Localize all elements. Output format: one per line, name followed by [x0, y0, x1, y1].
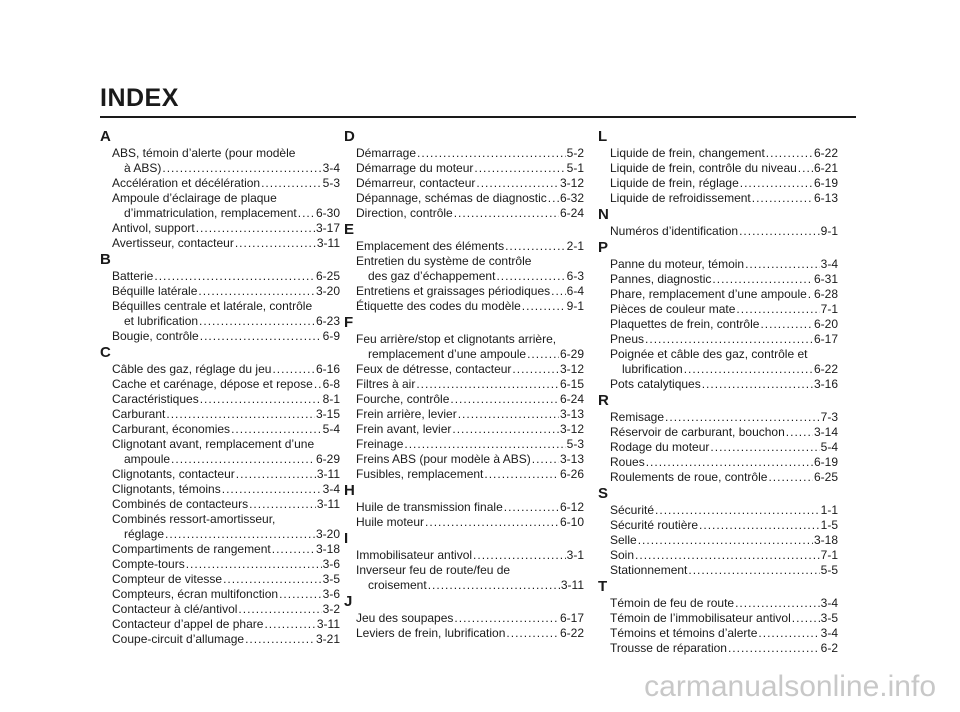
page-ref: 6-32 [559, 191, 584, 205]
index-entry: Carburant, économies ..... 5-4 [112, 422, 340, 437]
index-entry: Filtres à air ..... 6-15 [356, 377, 584, 392]
index-entry: Emplacement des éléments ..... 2-1 [356, 239, 584, 254]
page-ref: 7-3 [820, 410, 838, 424]
index-entry: Caractéristiques ..... 8-1 [112, 392, 340, 407]
index-entry: Feux de détresse, contacteur ..... 3-12 [356, 362, 584, 377]
index-entry: Fusibles, remplacement ..... 6-26 [356, 467, 584, 482]
index-entry: Batterie ..... 6-25 [112, 269, 340, 284]
index-entry: Démarrage ..... 5-2 [356, 146, 584, 161]
page-ref: 3-2 [322, 602, 340, 616]
section-letter-c: C [100, 344, 111, 361]
page-ref: 5-3 [322, 176, 340, 190]
index-entry: Soin ..... 7-1 [610, 548, 838, 563]
index-entry: Liquide de frein, contrôle du niveau ..... 6-21 [610, 161, 838, 176]
index-entry: Feu arrière/stop et clignotants arrière, [356, 332, 557, 346]
page-ref: 3-13 [559, 452, 584, 466]
section-letter-p: P [598, 239, 609, 256]
page-ref: 6-15 [559, 377, 584, 391]
index-entry: Pièces de couleur mate ..... 7-1 [610, 302, 838, 317]
index-entry-continuation: et lubrification ..... 6-23 [112, 314, 340, 329]
index-entry: Jeu des soupapes ..... 6-17 [356, 611, 584, 626]
page-ref: 3-5 [820, 611, 838, 625]
page-ref: 3-6 [322, 587, 340, 601]
page-ref: 3-4 [820, 596, 838, 610]
page-ref: 6-12 [559, 500, 584, 514]
page-ref: 5-2 [566, 146, 584, 160]
index-entry: Témoin de l’immobilisateur antivol ..... 3-5 [610, 611, 838, 626]
index-entry-continuation: à ABS) ..... 3-4 [112, 161, 340, 176]
index-entry: Compte-tours ..... 3-6 [112, 557, 340, 572]
index-entry: Freinage ..... 5-3 [356, 437, 584, 452]
index-entry: Phare, remplacement d’une ampoule ..... 6-28 [610, 287, 838, 302]
index-entry: Coupe-circuit d’allumage ..... 3-21 [112, 632, 340, 647]
page-ref: 6-8 [322, 377, 340, 391]
page-ref: 3-18 [813, 533, 838, 547]
index-entry: Béquille latérale ..... 3-20 [112, 284, 340, 299]
page-ref: 6-23 [315, 314, 340, 328]
index-entry: Pots catalytiques ..... 3-16 [610, 377, 838, 392]
page-ref: 3-4 [322, 482, 340, 496]
index-entry: Immobilisateur antivol ..... 3-1 [356, 548, 584, 563]
index-entry: Direction, contrôle ..... 6-24 [356, 206, 584, 221]
page-ref: 3-5 [322, 572, 340, 586]
page-ref: 3-20 [315, 527, 340, 541]
page-ref: 3-12 [559, 422, 584, 436]
index-column-2 [344, 128, 584, 641]
section-letter-h: H [344, 482, 355, 499]
section-letter-r: R [598, 392, 609, 409]
page-ref: 3-11 [560, 578, 584, 592]
page-ref: 3-11 [316, 617, 340, 631]
index-entry: Antivol, support ..... 3-17 [112, 221, 340, 236]
page-ref: 6-19 [813, 455, 838, 469]
page-ref: 3-18 [315, 542, 340, 556]
page-ref: 6-17 [813, 332, 838, 346]
index-entry-continuation: lubrification ..... 6-22 [610, 362, 838, 377]
page-ref: 6-13 [813, 191, 838, 205]
index-entry: Carburant ..... 3-15 [112, 407, 340, 422]
page-ref: 6-22 [813, 362, 838, 376]
page-ref: 6-19 [813, 176, 838, 190]
section-letter-j: J [344, 593, 353, 610]
page-ref: 3-4 [820, 257, 838, 271]
page-ref: 3-12 [559, 176, 584, 190]
page-ref: 3-11 [316, 236, 340, 250]
index-entry: Frein arrière, levier ..... 3-13 [356, 407, 584, 422]
section-letter-n: N [598, 206, 609, 223]
index-entry: Réservoir de carburant, bouchon ..... 3-14 [610, 425, 838, 440]
page-ref: 3-20 [315, 284, 340, 298]
page-ref: 3-21 [315, 632, 340, 646]
section-letter-l: L [598, 128, 608, 145]
index-entry: Liquide de refroidissement ..... 6-13 [610, 191, 838, 206]
index-entry: Leviers de frein, lubrification ..... 6-22 [356, 626, 584, 641]
index-entry: Roulements de roue, contrôle ..... 6-25 [610, 470, 838, 485]
page-ref: 6-29 [315, 452, 340, 466]
page-ref: 6-28 [813, 287, 838, 301]
page-ref: 3-6 [322, 557, 340, 571]
page-ref: 6-10 [559, 515, 584, 529]
title-divider [100, 116, 856, 118]
page-ref: 6-22 [813, 146, 838, 160]
page-ref: 6-4 [566, 284, 584, 298]
section-letter-b: B [100, 251, 111, 268]
page-ref: 1-1 [820, 503, 838, 517]
page-ref: 6-25 [315, 269, 340, 283]
page-ref: 3-1 [566, 548, 584, 562]
section-letter-s: S [598, 485, 609, 502]
page-ref: 3-4 [322, 161, 340, 175]
index-entry: Huile de transmission finale ..... 6-12 [356, 500, 584, 515]
page-ref: 6-16 [315, 362, 340, 376]
index-entry: Dépannage, schémas de diagnostic ..... 6-32 [356, 191, 584, 206]
index-entry: Clignotant avant, remplacement d’une [112, 437, 315, 451]
index-entry: Stationnement ..... 5-5 [610, 563, 838, 578]
index-entry: Bougie, contrôle ..... 6-9 [112, 329, 340, 344]
index-column-3 [598, 128, 838, 656]
page-ref: 3-13 [559, 407, 584, 421]
index-entry: Liquide de frein, réglage ..... 6-19 [610, 176, 838, 191]
index-entry: Compteur de vitesse ..... 3-5 [112, 572, 340, 587]
page-ref: 3-4 [820, 626, 838, 640]
index-entry: Béquilles centrale et latérale, contrôle [112, 299, 313, 313]
index-entry: Liquide de frein, changement ..... 6-22 [610, 146, 838, 161]
index-entry: Contacteur à clé/antivol ..... 3-2 [112, 602, 340, 617]
page-ref: 5-1 [566, 161, 584, 175]
index-entry: Frein avant, levier ..... 3-12 [356, 422, 584, 437]
page-ref: 6-2 [820, 641, 838, 655]
page-ref: 6-17 [559, 611, 584, 625]
page-ref: 3-11 [316, 497, 340, 511]
section-letter-e: E [344, 221, 355, 238]
page-title: INDEX [100, 84, 179, 112]
page-ref: 3-16 [813, 377, 838, 391]
index-entry: Contacteur d’appel de phare ..... 3-11 [112, 617, 340, 632]
index-entry: Démarrage du moteur ..... 5-1 [356, 161, 584, 176]
page-ref: 6-25 [813, 470, 838, 484]
page-ref: 5-4 [820, 440, 838, 454]
index-entry: Remisage ..... 7-3 [610, 410, 838, 425]
page-ref: 3-15 [315, 407, 340, 421]
index-entry-continuation: d’immatriculation, remplacement ..... 6-30 [112, 206, 340, 221]
page-ref: 5-5 [820, 563, 838, 577]
index-entry: ABS, témoin d’alerte (pour modèle [112, 146, 296, 160]
page-ref: 7-1 [820, 548, 838, 562]
section-letter-a: A [100, 128, 111, 145]
page-ref: 7-1 [820, 302, 838, 316]
watermark: carmanualsonline.info [644, 670, 936, 703]
page-ref: 6-26 [559, 467, 584, 481]
index-entry: Compteurs, écran multifonction ..... 3-6 [112, 587, 340, 602]
index-entry: Combinés de contacteurs ..... 3-11 [112, 497, 340, 512]
index-entry: Fourche, contrôle ..... 6-24 [356, 392, 584, 407]
page-ref: 2-1 [566, 239, 584, 253]
page-ref: 8-1 [322, 392, 340, 406]
page-ref: 6-30 [315, 206, 340, 220]
page-ref: 6-24 [559, 392, 584, 406]
index-entry: Inverseur feu de route/feu de [356, 563, 511, 577]
page-ref: 3-11 [316, 467, 340, 481]
index-entry: Rodage du moteur ..... 5-4 [610, 440, 838, 455]
page-ref: 9-1 [566, 299, 584, 313]
index-entry: Sécurité ..... 1-1 [610, 503, 838, 518]
index-entry: Cache et carénage, dépose et repose ..... 6-8 [112, 377, 340, 392]
page-ref: 9-1 [820, 224, 838, 238]
index-entry: Pannes, diagnostic ..... 6-31 [610, 272, 838, 287]
index-entry: Poignée et câble des gaz, contrôle et [610, 347, 808, 361]
page-ref: 6-24 [559, 206, 584, 220]
page-ref: 3-12 [559, 362, 584, 376]
index-entry: Roues ..... 6-19 [610, 455, 838, 470]
index-entry: Câble des gaz, réglage du jeu ..... 6-16 [112, 362, 340, 377]
page-ref: 3-14 [813, 425, 838, 439]
page-ref: 6-31 [813, 272, 838, 286]
page-ref: 6-3 [566, 269, 584, 283]
index-entry-continuation: remplacement d’une ampoule ..... 6-29 [356, 347, 584, 362]
page-ref: 6-29 [559, 347, 584, 361]
section-letter-i: I [344, 530, 349, 547]
section-letter-d: D [344, 128, 355, 145]
index-column-1 [100, 128, 340, 647]
index-entry: Huile moteur ..... 6-10 [356, 515, 584, 530]
index-entry: Selle ..... 3-18 [610, 533, 838, 548]
index-entry: Entretien du système de contrôle [356, 254, 532, 268]
page-ref: 3-17 [315, 221, 340, 235]
page-ref: 1-5 [820, 518, 838, 532]
page-ref: 6-21 [813, 161, 838, 175]
index-entry: Clignotants, contacteur ..... 3-11 [112, 467, 340, 482]
page-ref: 6-9 [322, 329, 340, 343]
index-entry: Freins ABS (pour modèle à ABS) ..... 3-13 [356, 452, 584, 467]
page-ref: 6-20 [813, 317, 838, 331]
index-entry: Étiquette des codes du modèle ..... 9-1 [356, 299, 584, 314]
index-entry: Combinés ressort-amortisseur, [112, 512, 276, 526]
page-ref: 5-4 [322, 422, 340, 436]
index-entry: Témoin de feu de route ..... 3-4 [610, 596, 838, 611]
index-entry: Accélération et décélération ..... 5-3 [112, 176, 340, 191]
index-entry: Ampoule d’éclairage de plaque [112, 191, 277, 205]
index-entry: Démarreur, contacteur ..... 3-12 [356, 176, 584, 191]
section-letter-t: T [598, 578, 608, 595]
index-entry: Plaquettes de frein, contrôle ..... 6-20 [610, 317, 838, 332]
index-entry: Panne du moteur, témoin ..... 3-4 [610, 257, 838, 272]
index-entry: Sécurité routière ..... 1-5 [610, 518, 838, 533]
section-letter-f: F [344, 314, 354, 331]
page-ref: 6-22 [559, 626, 584, 640]
index-entry: Compartiments de rangement ..... 3-18 [112, 542, 340, 557]
index-entry: Témoins et témoins d’alerte ..... 3-4 [610, 626, 838, 641]
index-entry-continuation: ampoule ..... 6-29 [112, 452, 340, 467]
index-entry: Avertisseur, contacteur ..... 3-11 [112, 236, 340, 251]
index-entry: Pneus ..... 6-17 [610, 332, 838, 347]
index-entry: Trousse de réparation ..... 6-2 [610, 641, 838, 656]
index-entry-continuation: croisement ..... 3-11 [356, 578, 584, 593]
page-ref: 5-3 [566, 437, 584, 451]
index-entry: Numéros d’identification ..... 9-1 [610, 224, 838, 239]
index-entry: Clignotants, témoins ..... 3-4 [112, 482, 340, 497]
index-entry-continuation: réglage ..... 3-20 [112, 527, 340, 542]
index-entry: Entretiens et graissages périodiques ..... 6-4 [356, 284, 584, 299]
index-entry-continuation: des gaz d’échappement ..... 6-3 [356, 269, 584, 284]
